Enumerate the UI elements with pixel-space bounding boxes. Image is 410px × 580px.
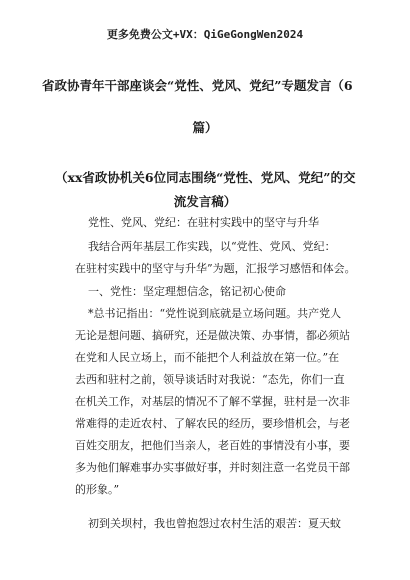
body-text-line: 多为他们解难事办实事做好事，并时刻注意一名党员干部 <box>75 461 350 474</box>
body-text-line: 百姓交朋友，把他们当亲人，老百姓的事情没有小事，要 <box>75 439 350 452</box>
body-text-line: *总书记指出：“党性说到底就是立场问题。共产党人 <box>88 307 342 320</box>
body-text-line: 无论是想问题、搞研究，还是做决策、办事情，都必须站 <box>75 329 350 342</box>
body-text-line: 初到关坝村，我也曾抱怨过农村生活的艰苦：夏天蚊 <box>88 517 341 530</box>
document-subtitle-line-1: （xx省政协机关6位同志围绕“党性、党风、党纪”的交 <box>55 170 356 185</box>
body-text-line: 我结合两年基层工作实践，以“党性、党风、党纪： <box>88 240 336 253</box>
header-watermark: 更多免费公文+VX：QiGeGongWen2024 <box>106 28 304 41</box>
body-text-line: 去西和驻村之前，领导谈话时对我说：“态先，你们一直 <box>75 373 345 386</box>
subsection-heading: 一、党性：坚定理想信念，铭记初心使命 <box>88 285 286 298</box>
document-subtitle-line-2: 流发言稿） <box>173 194 237 209</box>
body-text-line: 在机关工作，对基层的情况不了解不掌握，驻村是一次非 <box>75 395 350 408</box>
body-text-line: 在驻村实践中的坚守与升华”为题，汇报学习感悟和体会。 <box>75 262 356 275</box>
document-title-line-2: 篇） <box>192 120 218 135</box>
document-title-line-1: 省政协青年干部座谈会“党性、党风、党纪”专题发言（6 <box>42 78 353 93</box>
body-text-line: 常难得的走近农村、了解农民的经历，要珍惜机会，与老 <box>75 417 350 430</box>
section-heading: 党性、党风、党纪：在驻村实践中的坚守与升华 <box>88 216 319 229</box>
body-text-line: 在党和人民立场上，而不能把个人利益放在第一位。”在 <box>75 351 340 364</box>
body-text-line: 的形象。” <box>75 483 120 496</box>
